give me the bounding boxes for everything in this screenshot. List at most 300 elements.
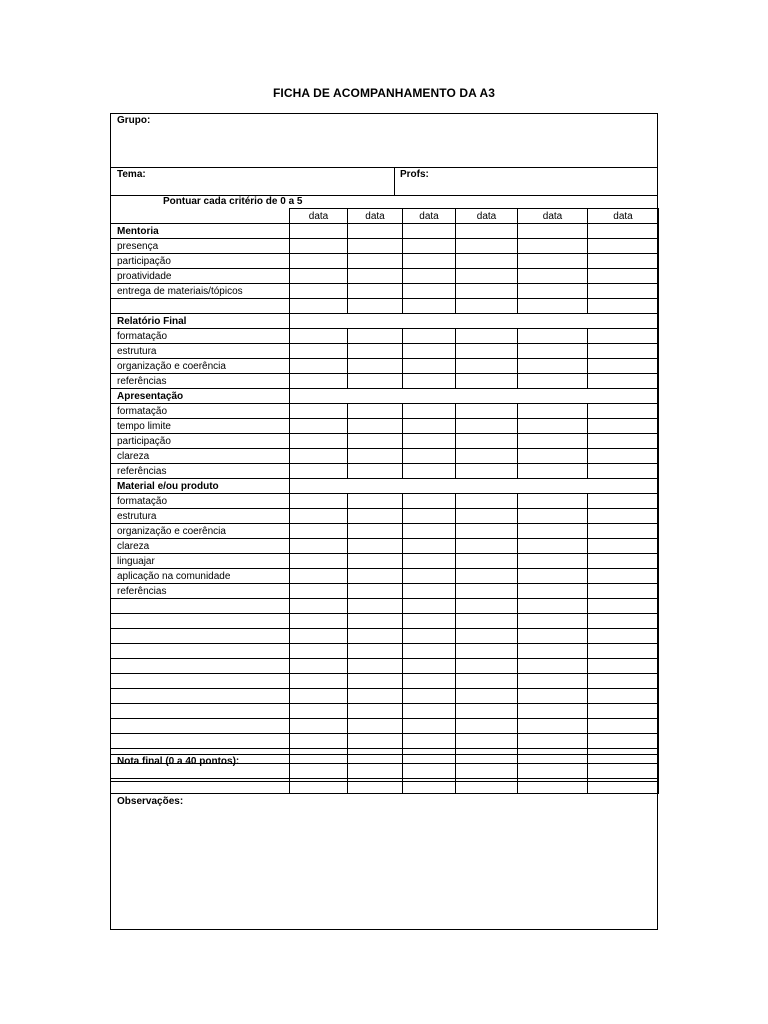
score-cell[interactable] bbox=[348, 374, 403, 389]
score-cell[interactable] bbox=[588, 434, 659, 449]
table-row bbox=[111, 284, 659, 299]
score-cell[interactable] bbox=[456, 404, 518, 419]
score-cell[interactable] bbox=[403, 254, 456, 269]
score-cell[interactable] bbox=[588, 299, 659, 314]
score-cell[interactable] bbox=[456, 524, 518, 539]
scoring-table bbox=[110, 208, 659, 794]
divider bbox=[110, 754, 658, 755]
score-cell[interactable] bbox=[348, 734, 403, 749]
criterion-label: participação bbox=[111, 434, 290, 449]
score-cell[interactable] bbox=[518, 719, 588, 734]
score-cell[interactable] bbox=[403, 449, 456, 464]
score-cell[interactable] bbox=[290, 614, 348, 629]
score-cell[interactable] bbox=[403, 419, 456, 434]
score-cell[interactable] bbox=[348, 764, 403, 779]
score-cell bbox=[456, 389, 518, 404]
score-cell[interactable] bbox=[403, 329, 456, 344]
observacoes-label: Observações: bbox=[117, 796, 184, 807]
score-cell[interactable] bbox=[456, 419, 518, 434]
score-cell[interactable] bbox=[290, 224, 348, 239]
score-cell[interactable] bbox=[348, 614, 403, 629]
divider bbox=[394, 167, 395, 195]
score-cell[interactable] bbox=[518, 659, 588, 674]
score-cell[interactable] bbox=[290, 359, 348, 374]
score-cell[interactable] bbox=[348, 359, 403, 374]
table-row bbox=[111, 509, 659, 524]
score-cell[interactable] bbox=[588, 239, 659, 254]
score-cell[interactable] bbox=[456, 674, 518, 689]
table-row bbox=[111, 644, 659, 659]
score-cell[interactable] bbox=[588, 704, 659, 719]
score-cell[interactable] bbox=[290, 269, 348, 284]
score-cell[interactable] bbox=[518, 464, 588, 479]
score-cell[interactable] bbox=[588, 689, 659, 704]
score-cell[interactable] bbox=[456, 539, 518, 554]
score-cell[interactable] bbox=[518, 494, 588, 509]
criterion-label: clareza bbox=[111, 449, 290, 464]
criterion-label bbox=[111, 599, 290, 614]
score-cell[interactable] bbox=[403, 404, 456, 419]
table-row bbox=[111, 524, 659, 539]
score-cell[interactable] bbox=[456, 374, 518, 389]
score-cell[interactable] bbox=[403, 284, 456, 299]
score-cell[interactable] bbox=[588, 494, 659, 509]
score-cell[interactable] bbox=[348, 449, 403, 464]
score-cell[interactable] bbox=[348, 254, 403, 269]
criterion-label bbox=[111, 644, 290, 659]
score-cell[interactable] bbox=[518, 374, 588, 389]
score-cell[interactable] bbox=[588, 509, 659, 524]
column-header-date: data bbox=[290, 209, 348, 224]
score-cell[interactable] bbox=[456, 329, 518, 344]
table-row bbox=[111, 614, 659, 629]
score-cell[interactable] bbox=[403, 629, 456, 644]
score-cell[interactable] bbox=[403, 239, 456, 254]
criterion-label: tempo limite bbox=[111, 419, 290, 434]
table-row bbox=[111, 539, 659, 554]
score-cell[interactable] bbox=[456, 599, 518, 614]
score-cell[interactable] bbox=[348, 659, 403, 674]
score-cell[interactable] bbox=[456, 434, 518, 449]
score-cell[interactable] bbox=[588, 539, 659, 554]
score-cell[interactable] bbox=[588, 749, 659, 764]
score-cell[interactable] bbox=[348, 404, 403, 419]
score-cell[interactable] bbox=[348, 224, 403, 239]
score-cell[interactable] bbox=[290, 584, 348, 599]
table-row bbox=[111, 389, 659, 404]
score-cell[interactable] bbox=[403, 569, 456, 584]
score-cell bbox=[588, 314, 659, 329]
table-row bbox=[111, 299, 659, 314]
score-cell[interactable] bbox=[290, 239, 348, 254]
score-cell[interactable] bbox=[403, 584, 456, 599]
score-cell[interactable] bbox=[456, 494, 518, 509]
score-cell[interactable] bbox=[456, 614, 518, 629]
score-cell[interactable] bbox=[403, 704, 456, 719]
score-cell[interactable] bbox=[588, 599, 659, 614]
score-cell[interactable] bbox=[518, 689, 588, 704]
criterion-label: formatação bbox=[111, 404, 290, 419]
score-cell[interactable] bbox=[290, 749, 348, 764]
score-cell[interactable] bbox=[518, 419, 588, 434]
score-cell[interactable] bbox=[518, 749, 588, 764]
score-cell[interactable] bbox=[456, 359, 518, 374]
table-row bbox=[111, 269, 659, 284]
score-cell[interactable] bbox=[290, 674, 348, 689]
criterion-label bbox=[111, 719, 290, 734]
criterion-label: participação bbox=[111, 254, 290, 269]
score-cell[interactable] bbox=[290, 539, 348, 554]
criterion-label: clareza bbox=[111, 539, 290, 554]
table-row bbox=[111, 224, 659, 239]
score-cell[interactable] bbox=[456, 569, 518, 584]
score-cell[interactable] bbox=[456, 659, 518, 674]
score-cell[interactable] bbox=[348, 419, 403, 434]
score-cell[interactable] bbox=[588, 554, 659, 569]
score-cell[interactable] bbox=[456, 299, 518, 314]
score-cell[interactable] bbox=[518, 404, 588, 419]
score-cell[interactable] bbox=[403, 734, 456, 749]
score-cell[interactable] bbox=[403, 359, 456, 374]
score-cell[interactable] bbox=[348, 539, 403, 554]
score-cell[interactable] bbox=[518, 434, 588, 449]
score-cell[interactable] bbox=[403, 614, 456, 629]
table-row bbox=[111, 329, 659, 344]
score-cell bbox=[518, 479, 588, 494]
score-cell[interactable] bbox=[518, 299, 588, 314]
criterion-label: referências bbox=[111, 464, 290, 479]
score-cell[interactable] bbox=[403, 494, 456, 509]
score-cell bbox=[403, 389, 456, 404]
score-cell[interactable] bbox=[348, 749, 403, 764]
score-cell[interactable] bbox=[456, 644, 518, 659]
score-cell[interactable] bbox=[348, 509, 403, 524]
score-cell[interactable] bbox=[348, 344, 403, 359]
score-cell[interactable] bbox=[290, 689, 348, 704]
score-cell[interactable] bbox=[348, 599, 403, 614]
score-cell[interactable] bbox=[348, 719, 403, 734]
table-row bbox=[111, 419, 659, 434]
score-cell[interactable] bbox=[588, 674, 659, 689]
score-cell[interactable] bbox=[290, 464, 348, 479]
score-cell[interactable] bbox=[348, 269, 403, 284]
score-cell bbox=[456, 479, 518, 494]
score-cell[interactable] bbox=[456, 449, 518, 464]
table-row bbox=[111, 629, 659, 644]
score-cell[interactable] bbox=[348, 689, 403, 704]
score-cell[interactable] bbox=[518, 269, 588, 284]
score-cell[interactable] bbox=[456, 239, 518, 254]
score-cell[interactable] bbox=[290, 734, 348, 749]
score-cell[interactable] bbox=[403, 689, 456, 704]
criterion-label: aplicação na comunidade bbox=[111, 569, 290, 584]
criterion-label bbox=[111, 689, 290, 704]
score-cell[interactable] bbox=[348, 569, 403, 584]
section-heading: Apresentação bbox=[111, 389, 290, 404]
score-cell[interactable] bbox=[290, 284, 348, 299]
score-cell[interactable] bbox=[518, 674, 588, 689]
criterion-label: linguajar bbox=[111, 554, 290, 569]
score-cell bbox=[348, 479, 403, 494]
score-cell[interactable] bbox=[456, 254, 518, 269]
section-heading: Relatório Final bbox=[111, 314, 290, 329]
score-cell[interactable] bbox=[518, 704, 588, 719]
score-cell[interactable] bbox=[456, 224, 518, 239]
header-blank-cell bbox=[111, 209, 290, 224]
column-header-date: data bbox=[518, 209, 588, 224]
score-cell[interactable] bbox=[403, 524, 456, 539]
score-cell[interactable] bbox=[588, 464, 659, 479]
score-cell[interactable] bbox=[588, 254, 659, 269]
score-cell[interactable] bbox=[456, 749, 518, 764]
score-cell[interactable] bbox=[588, 629, 659, 644]
score-cell[interactable] bbox=[456, 719, 518, 734]
table-row bbox=[111, 434, 659, 449]
score-cell bbox=[518, 389, 588, 404]
table-row bbox=[111, 404, 659, 419]
score-cell[interactable] bbox=[403, 374, 456, 389]
score-cell[interactable] bbox=[403, 554, 456, 569]
score-cell[interactable] bbox=[290, 659, 348, 674]
criterion-label bbox=[111, 299, 290, 314]
score-cell[interactable] bbox=[588, 404, 659, 419]
score-cell[interactable] bbox=[518, 764, 588, 779]
score-cell[interactable] bbox=[456, 629, 518, 644]
column-header-date: data bbox=[348, 209, 403, 224]
score-cell[interactable] bbox=[403, 344, 456, 359]
score-cell[interactable] bbox=[518, 569, 588, 584]
score-cell[interactable] bbox=[588, 449, 659, 464]
score-cell[interactable] bbox=[456, 689, 518, 704]
score-cell[interactable] bbox=[348, 284, 403, 299]
score-cell[interactable] bbox=[290, 719, 348, 734]
score-cell[interactable] bbox=[290, 404, 348, 419]
score-cell[interactable] bbox=[518, 644, 588, 659]
score-cell[interactable] bbox=[403, 464, 456, 479]
score-cell bbox=[290, 314, 348, 329]
table-row bbox=[111, 569, 659, 584]
criterion-label bbox=[111, 734, 290, 749]
score-cell[interactable] bbox=[518, 734, 588, 749]
score-cell[interactable] bbox=[348, 239, 403, 254]
score-cell[interactable] bbox=[403, 299, 456, 314]
score-cell[interactable] bbox=[588, 734, 659, 749]
score-cell[interactable] bbox=[290, 599, 348, 614]
score-cell[interactable] bbox=[456, 764, 518, 779]
score-cell[interactable] bbox=[588, 344, 659, 359]
table-row bbox=[111, 734, 659, 749]
score-cell[interactable] bbox=[290, 449, 348, 464]
score-cell[interactable] bbox=[518, 524, 588, 539]
section-heading: Mentoria bbox=[111, 224, 290, 239]
table-row bbox=[111, 449, 659, 464]
score-cell[interactable] bbox=[588, 569, 659, 584]
divider bbox=[289, 754, 290, 781]
score-cell[interactable] bbox=[290, 509, 348, 524]
table-row bbox=[111, 464, 659, 479]
score-cell[interactable] bbox=[403, 509, 456, 524]
score-cell[interactable] bbox=[403, 719, 456, 734]
score-cell bbox=[348, 314, 403, 329]
table-row bbox=[111, 494, 659, 509]
score-cell[interactable] bbox=[403, 659, 456, 674]
score-cell[interactable] bbox=[348, 464, 403, 479]
score-cell[interactable] bbox=[290, 629, 348, 644]
score-cell[interactable] bbox=[588, 374, 659, 389]
score-cell[interactable] bbox=[348, 629, 403, 644]
score-cell[interactable] bbox=[518, 254, 588, 269]
score-cell[interactable] bbox=[403, 644, 456, 659]
score-cell[interactable] bbox=[456, 554, 518, 569]
score-cell[interactable] bbox=[588, 764, 659, 779]
score-cell[interactable] bbox=[403, 674, 456, 689]
score-cell[interactable] bbox=[290, 254, 348, 269]
score-cell[interactable] bbox=[290, 419, 348, 434]
score-cell[interactable] bbox=[348, 434, 403, 449]
score-cell[interactable] bbox=[588, 659, 659, 674]
score-cell[interactable] bbox=[290, 329, 348, 344]
score-cell[interactable] bbox=[518, 329, 588, 344]
score-cell bbox=[290, 479, 348, 494]
score-cell[interactable] bbox=[348, 524, 403, 539]
score-cell[interactable] bbox=[518, 224, 588, 239]
table-row bbox=[111, 374, 659, 389]
score-cell[interactable] bbox=[518, 344, 588, 359]
score-cell[interactable] bbox=[290, 704, 348, 719]
score-cell[interactable] bbox=[588, 329, 659, 344]
score-cell[interactable] bbox=[348, 299, 403, 314]
score-cell[interactable] bbox=[518, 599, 588, 614]
criterion-label bbox=[111, 629, 290, 644]
score-cell[interactable] bbox=[348, 644, 403, 659]
table-row bbox=[111, 254, 659, 269]
score-cell bbox=[403, 479, 456, 494]
page-title: FICHA DE ACOMPANHAMENTO DA A3 bbox=[272, 86, 495, 100]
score-cell bbox=[290, 389, 348, 404]
score-cell[interactable] bbox=[348, 494, 403, 509]
score-cell[interactable] bbox=[588, 524, 659, 539]
score-cell bbox=[403, 314, 456, 329]
tema-label: Tema: bbox=[117, 169, 146, 180]
score-cell[interactable] bbox=[290, 494, 348, 509]
table-row bbox=[111, 479, 659, 494]
score-cell[interactable] bbox=[456, 344, 518, 359]
score-cell[interactable] bbox=[348, 329, 403, 344]
score-cell[interactable] bbox=[588, 419, 659, 434]
table-row bbox=[111, 584, 659, 599]
score-cell[interactable] bbox=[588, 359, 659, 374]
criterion-label: estrutura bbox=[111, 509, 290, 524]
score-cell[interactable] bbox=[290, 344, 348, 359]
score-cell[interactable] bbox=[588, 614, 659, 629]
table-row bbox=[111, 689, 659, 704]
score-cell[interactable] bbox=[588, 584, 659, 599]
score-cell[interactable] bbox=[518, 629, 588, 644]
criterion-label: referências bbox=[111, 584, 290, 599]
score-cell[interactable] bbox=[290, 524, 348, 539]
score-cell[interactable] bbox=[518, 539, 588, 554]
nota-final-label: Nota final (0 a 40 pontos): bbox=[117, 756, 240, 767]
table-row bbox=[111, 359, 659, 374]
grupo-label: Grupo: bbox=[117, 115, 151, 126]
score-cell[interactable] bbox=[456, 509, 518, 524]
table-row bbox=[111, 599, 659, 614]
criterion-label: presença bbox=[111, 239, 290, 254]
criterion-label bbox=[111, 659, 290, 674]
criterion-label: proatividade bbox=[111, 269, 290, 284]
score-cell[interactable] bbox=[588, 224, 659, 239]
column-header-date: data bbox=[456, 209, 518, 224]
criterion-label bbox=[111, 674, 290, 689]
score-cell[interactable] bbox=[403, 749, 456, 764]
table-row bbox=[111, 674, 659, 689]
score-cell[interactable] bbox=[348, 584, 403, 599]
score-cell[interactable] bbox=[403, 539, 456, 554]
score-cell[interactable] bbox=[588, 644, 659, 659]
score-cell[interactable] bbox=[456, 269, 518, 284]
table-row bbox=[111, 239, 659, 254]
score-cell[interactable] bbox=[518, 584, 588, 599]
table-row bbox=[111, 314, 659, 329]
score-cell[interactable] bbox=[403, 764, 456, 779]
score-cell[interactable] bbox=[290, 569, 348, 584]
score-cell[interactable] bbox=[518, 284, 588, 299]
table-row bbox=[111, 704, 659, 719]
table-row bbox=[111, 554, 659, 569]
criterion-label: referências bbox=[111, 374, 290, 389]
score-cell[interactable] bbox=[403, 434, 456, 449]
score-cell[interactable] bbox=[518, 359, 588, 374]
score-cell[interactable] bbox=[588, 284, 659, 299]
divider bbox=[110, 781, 658, 782]
score-cell[interactable] bbox=[588, 269, 659, 284]
score-cell[interactable] bbox=[290, 299, 348, 314]
score-cell[interactable] bbox=[456, 734, 518, 749]
column-header-date: data bbox=[588, 209, 659, 224]
score-cell[interactable] bbox=[588, 719, 659, 734]
score-cell[interactable] bbox=[456, 284, 518, 299]
score-cell[interactable] bbox=[403, 599, 456, 614]
score-cell[interactable] bbox=[290, 554, 348, 569]
score-cell[interactable] bbox=[348, 674, 403, 689]
score-cell[interactable] bbox=[456, 584, 518, 599]
score-cell bbox=[456, 314, 518, 329]
table-row bbox=[111, 344, 659, 359]
profs-label: Profs: bbox=[400, 169, 429, 180]
score-cell[interactable] bbox=[403, 224, 456, 239]
table-header-row bbox=[111, 209, 659, 224]
score-cell[interactable] bbox=[518, 554, 588, 569]
score-cell[interactable] bbox=[290, 644, 348, 659]
score-cell[interactable] bbox=[518, 614, 588, 629]
score-cell[interactable] bbox=[518, 239, 588, 254]
score-cell[interactable] bbox=[518, 509, 588, 524]
scoring-instruction: Pontuar cada critério de 0 a 5 bbox=[163, 196, 303, 207]
score-cell[interactable] bbox=[290, 374, 348, 389]
score-cell[interactable] bbox=[290, 764, 348, 779]
score-cell[interactable] bbox=[348, 704, 403, 719]
score-cell[interactable] bbox=[290, 434, 348, 449]
score-cell[interactable] bbox=[518, 449, 588, 464]
score-cell[interactable] bbox=[456, 464, 518, 479]
score-cell[interactable] bbox=[456, 704, 518, 719]
score-cell[interactable] bbox=[348, 554, 403, 569]
score-cell bbox=[348, 389, 403, 404]
divider bbox=[110, 167, 658, 168]
table-row bbox=[111, 659, 659, 674]
score-cell bbox=[588, 479, 659, 494]
score-cell[interactable] bbox=[403, 269, 456, 284]
